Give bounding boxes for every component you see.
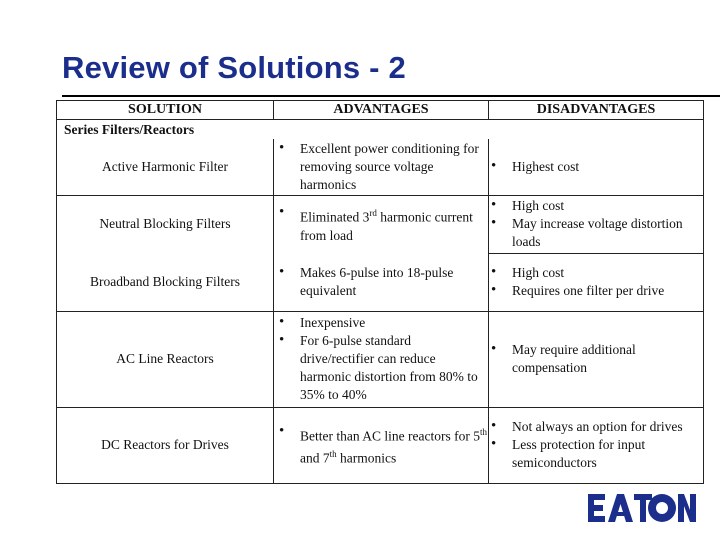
superscript: th — [329, 449, 337, 459]
advantage-item: • Makes 6-pulse into 18-pulse equivalent — [274, 264, 488, 300]
solution-cell: Active Harmonic Filter — [57, 139, 274, 195]
disadvantage-item: • May require additional compensation — [489, 341, 703, 377]
advantages-cell — [274, 407, 489, 483]
solutions-table — [56, 100, 704, 484]
header-disadvantages: DISADVANTAGES — [489, 101, 704, 120]
disadvantage-item: • Not always an option for drives — [489, 418, 703, 436]
advantage-text: and 7 — [300, 450, 330, 466]
disadvantages-cell — [489, 311, 704, 407]
advantage-item: • Excellent power conditioning for removing source voltage harmonics — [274, 140, 488, 194]
advantage-text: harmonics — [336, 450, 397, 466]
advantages-cell — [274, 253, 489, 311]
header-row — [57, 101, 704, 120]
table-row — [57, 407, 704, 483]
solution-cell: Broadband Blocking Filters — [57, 253, 274, 311]
disadvantages-cell — [489, 407, 704, 483]
table-row — [57, 139, 704, 195]
header-solution: SOLUTION — [57, 101, 274, 120]
superscript: rd — [369, 208, 377, 218]
superscript: th — [479, 426, 487, 437]
solution-cell: Neutral Blocking Filters — [57, 195, 274, 253]
eaton-logo — [588, 492, 696, 524]
header-advantages: ADVANTAGES — [274, 101, 489, 120]
disadvantage-item: • Highest cost — [489, 158, 703, 176]
solution-cell: DC Reactors for Drives — [57, 407, 274, 483]
disadvantages-cell — [489, 139, 704, 195]
disadvantage-item: • High cost — [489, 197, 703, 215]
disadvantage-item: • Less protection for input semiconductors — [489, 436, 703, 472]
title-underline — [62, 95, 720, 97]
advantage-text: Better than AC line reactors for 5 — [300, 428, 480, 443]
table-row — [57, 253, 704, 311]
advantage-item — [274, 204, 488, 245]
solution-cell: AC Line Reactors — [57, 311, 274, 407]
logo-letters — [588, 494, 696, 522]
disadvantages-cell — [489, 253, 704, 311]
advantage-item — [274, 423, 488, 468]
advantages-cell — [274, 311, 489, 407]
table-row — [57, 195, 704, 253]
advantage-text: Eliminated 3 — [300, 209, 370, 225]
disadvantages-cell — [489, 195, 704, 253]
advantage-item: • Inexpensive — [274, 314, 488, 332]
advantages-cell — [274, 139, 489, 195]
disadvantage-item: • May increase voltage distortion loads — [489, 215, 703, 251]
disadvantage-item: • High cost — [489, 264, 703, 282]
advantage-text: harmonic current from load — [300, 209, 473, 243]
advantage-item: • For 6-pulse standard drive/rectifier can reduce harmonic distortion from 80% to 35% to 40% — [274, 332, 488, 404]
disadvantage-item: • Requires one filter per drive — [489, 282, 703, 300]
section-label: Series Filters/Reactors — [57, 120, 704, 140]
section-row — [57, 120, 704, 140]
slide-title: Review of Solutions - 2 — [62, 50, 406, 85]
advantages-cell — [274, 195, 489, 253]
table-row — [57, 311, 704, 407]
